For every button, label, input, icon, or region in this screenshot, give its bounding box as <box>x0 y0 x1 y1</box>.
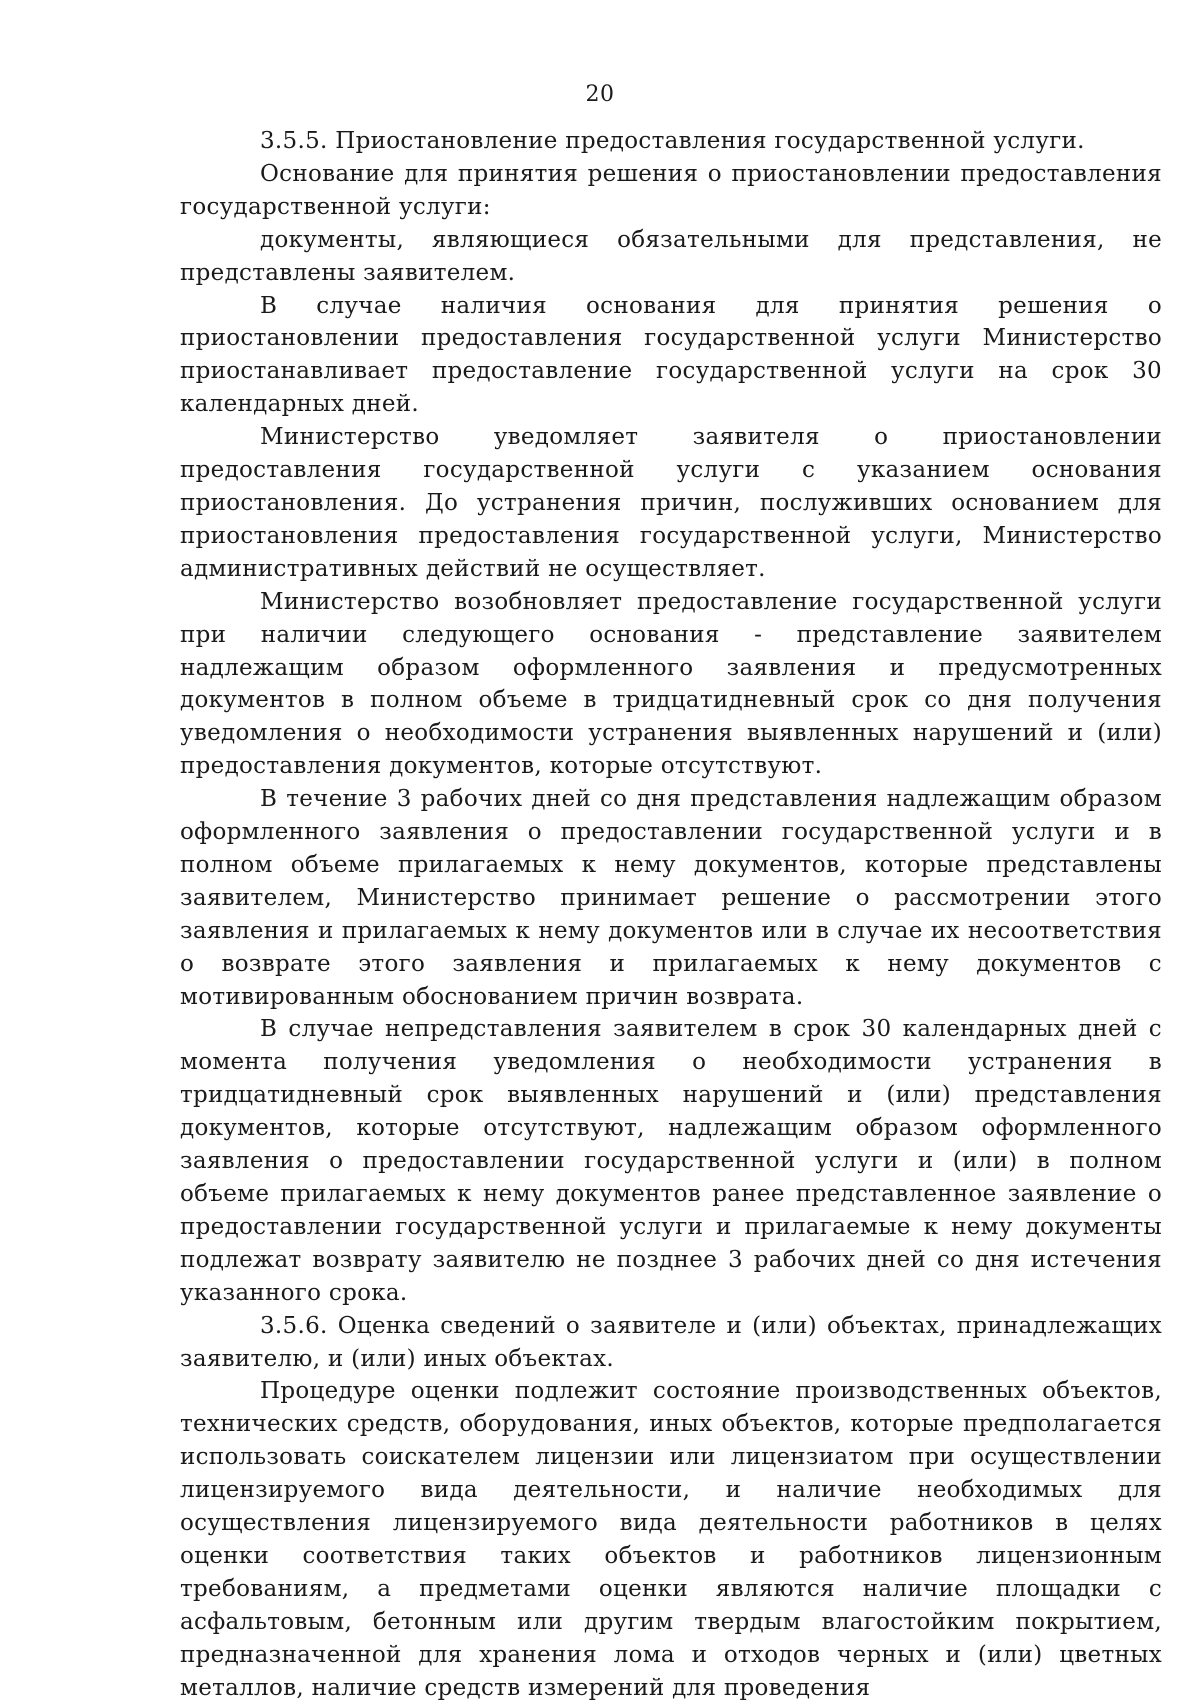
paragraph: В течение 3 рабочих дней со дня представления надлежащим образом оформленного заявления о предоставлении государственной услуги и в полном объеме прилагаемых к нему документов, которые представлены заявителем, Министерство принимает решение о рассмотрении этого заявления и прилагаемых к нему документов или в случае их несоответствия о возврате этого заявления и прилагаемых к нему документов с мотивированным обоснованием причин возврата. <box>180 786 1162 1010</box>
document-body <box>180 125 1162 1705</box>
section-heading-3-5-5: 3.5.5. Приостановление предоставления государственной услуги. <box>260 128 1085 154</box>
paragraph: В случае непредставления заявителем в срок 30 календарных дней с момента получения уведомления о необходимости устранения в тридцатидневный срок выявленных нарушений и (или) представления документов, которые отсутствуют, надлежащим образом оформленного заявления о предоставлении государственной услуги и (или) в полном объеме прилагаемых к нему документов ранее представленное заявление о предоставлении государственной услуги и прилагаемые к нему документы подлежат возврату заявителю не позднее 3 рабочих дней со дня истечения указанного срока. <box>180 1016 1162 1306</box>
page-number: 20 <box>585 82 615 107</box>
paragraph: Министерство возобновляет предоставление государственной услуги при наличии следующего основания - представление заявителем надлежащим образом оформленного заявления и предусмотренных документов в полном объеме в тридцатидневный срок со дня получения уведомления о необходимости устранения выявленных нарушений и (или) предоставления документов, которые отсутствуют. <box>180 588 1162 780</box>
paragraph: В случае наличия основания для принятия решения о приостановлении предоставления государственной услуги Министерство приостанавливает предоставление государственной услуги на срок 30 календарных дней. <box>180 292 1162 418</box>
paragraph: Процедуре оценки подлежит состояние производственных объектов, технических средств, оборудования, иных объектов, которые предполагается использовать соискателем лицензии или лицензиатом при осуществлении лицензируемого вида деятельности, и наличие необходимых для осуществления лицензируемого вида деятельности работников в целях оценки соответствия таких объектов и работников лицензионным требованиям, а предметами оценки являются наличие площадки с асфальтовым, бетонным или другим твердым влагостойким покрытием, предназначенной для хранения лома и отходов черных и (или) цветных металлов, наличие средств измерений для проведения <box>180 1378 1162 1701</box>
paragraph: Основание для принятия решения о приостановлении предоставления государственной услуги: <box>180 160 1162 220</box>
paragraph: Министерство уведомляет заявителя о приостановлении предоставления государственной услуги с указанием основания приостановления. До устранения причин, послуживших основанием для приостановления предоставления государственной услуги, Министерство административных действий не осуществляет. <box>180 424 1162 582</box>
section-heading-3-5-6: 3.5.6. Оценка сведений о заявителе и (или) объектах, принадлежащих заявителю, и (или) иных объектах. <box>180 1312 1162 1372</box>
paragraph: документы, являющиеся обязательными для представления, не представлены заявителем. <box>180 226 1162 286</box>
